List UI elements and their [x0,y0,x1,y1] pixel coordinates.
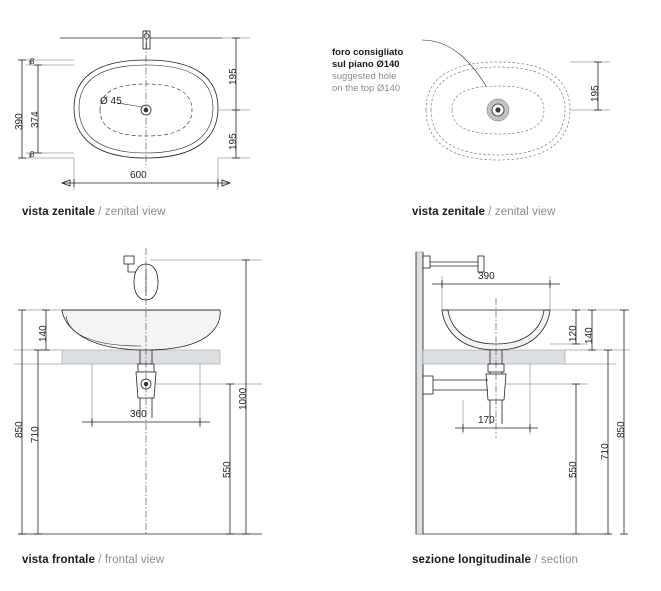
caption-zenital-top-hole-light: / zenital view [488,206,556,218]
dim-frontal-tap-spread: 360 [130,409,147,420]
dim-waste-hole-diameter: Ø 45 [100,96,122,107]
note-line-4: on the top Ø140 [332,83,401,94]
note-suggested-hole [332,47,403,95]
view-section [320,238,661,548]
note-line-1: foro consigliato [332,47,404,58]
dim-inner-depth: 374 [30,111,41,128]
dim-front-offset: 195 [228,133,239,150]
dim-half-depth: 195 [590,85,601,102]
caption-frontal-light: / frontal view [98,554,165,566]
frontal-drawing [0,238,320,548]
note-line-3: suggested hole [332,71,397,82]
note-line-2: sul piano Ø140 [332,59,400,70]
dim-frontal-drain-height: 550 [222,461,233,478]
caption-zenital-basin [22,206,166,218]
dim-section-counter-height: 850 [616,421,627,438]
dim-section-basin-depth: 390 [478,271,495,282]
zenital-top-hole-drawing [320,0,661,200]
caption-frontal-bold: vista frontale [22,554,95,566]
caption-zenital-basin-bold: vista zenitale [22,206,95,218]
caption-section-bold: sezione longitudinale [412,554,532,566]
dim-section-top-height: 710 [600,443,611,460]
caption-zenital-top-hole [412,206,556,218]
caption-zenital-basin-light: / zenital view [98,206,166,218]
dim-edge-margin-bottom: 8 [30,150,35,159]
dim-section-drain-height: 550 [568,461,579,478]
view-zenital-basin [0,0,320,200]
caption-section-light: / section [534,554,579,566]
dim-edge-margin-top: 8 [30,57,35,66]
view-frontal [0,238,320,548]
dim-overall-width: 600 [130,170,147,181]
dim-frontal-bowl-height: 140 [38,325,49,342]
dim-section-bowl-inner-height: 120 [568,325,579,342]
section-drawing [320,238,661,548]
dim-overall-depth: 390 [14,113,25,130]
dim-rear-offset: 195 [228,68,239,85]
dim-frontal-counter-height: 850 [14,421,25,438]
view-zenital-top-hole [320,0,661,200]
dim-section-trap-projection: 170 [478,415,495,426]
caption-zenital-top-hole-bold: vista zenitale [412,206,485,218]
dim-section-bowl-height: 140 [584,327,595,344]
caption-frontal [22,554,164,566]
dim-frontal-top-height: 710 [30,426,41,443]
zenital-basin-drawing [0,0,320,200]
dim-frontal-tap-height: 1000 [238,387,249,410]
caption-section [412,554,578,566]
